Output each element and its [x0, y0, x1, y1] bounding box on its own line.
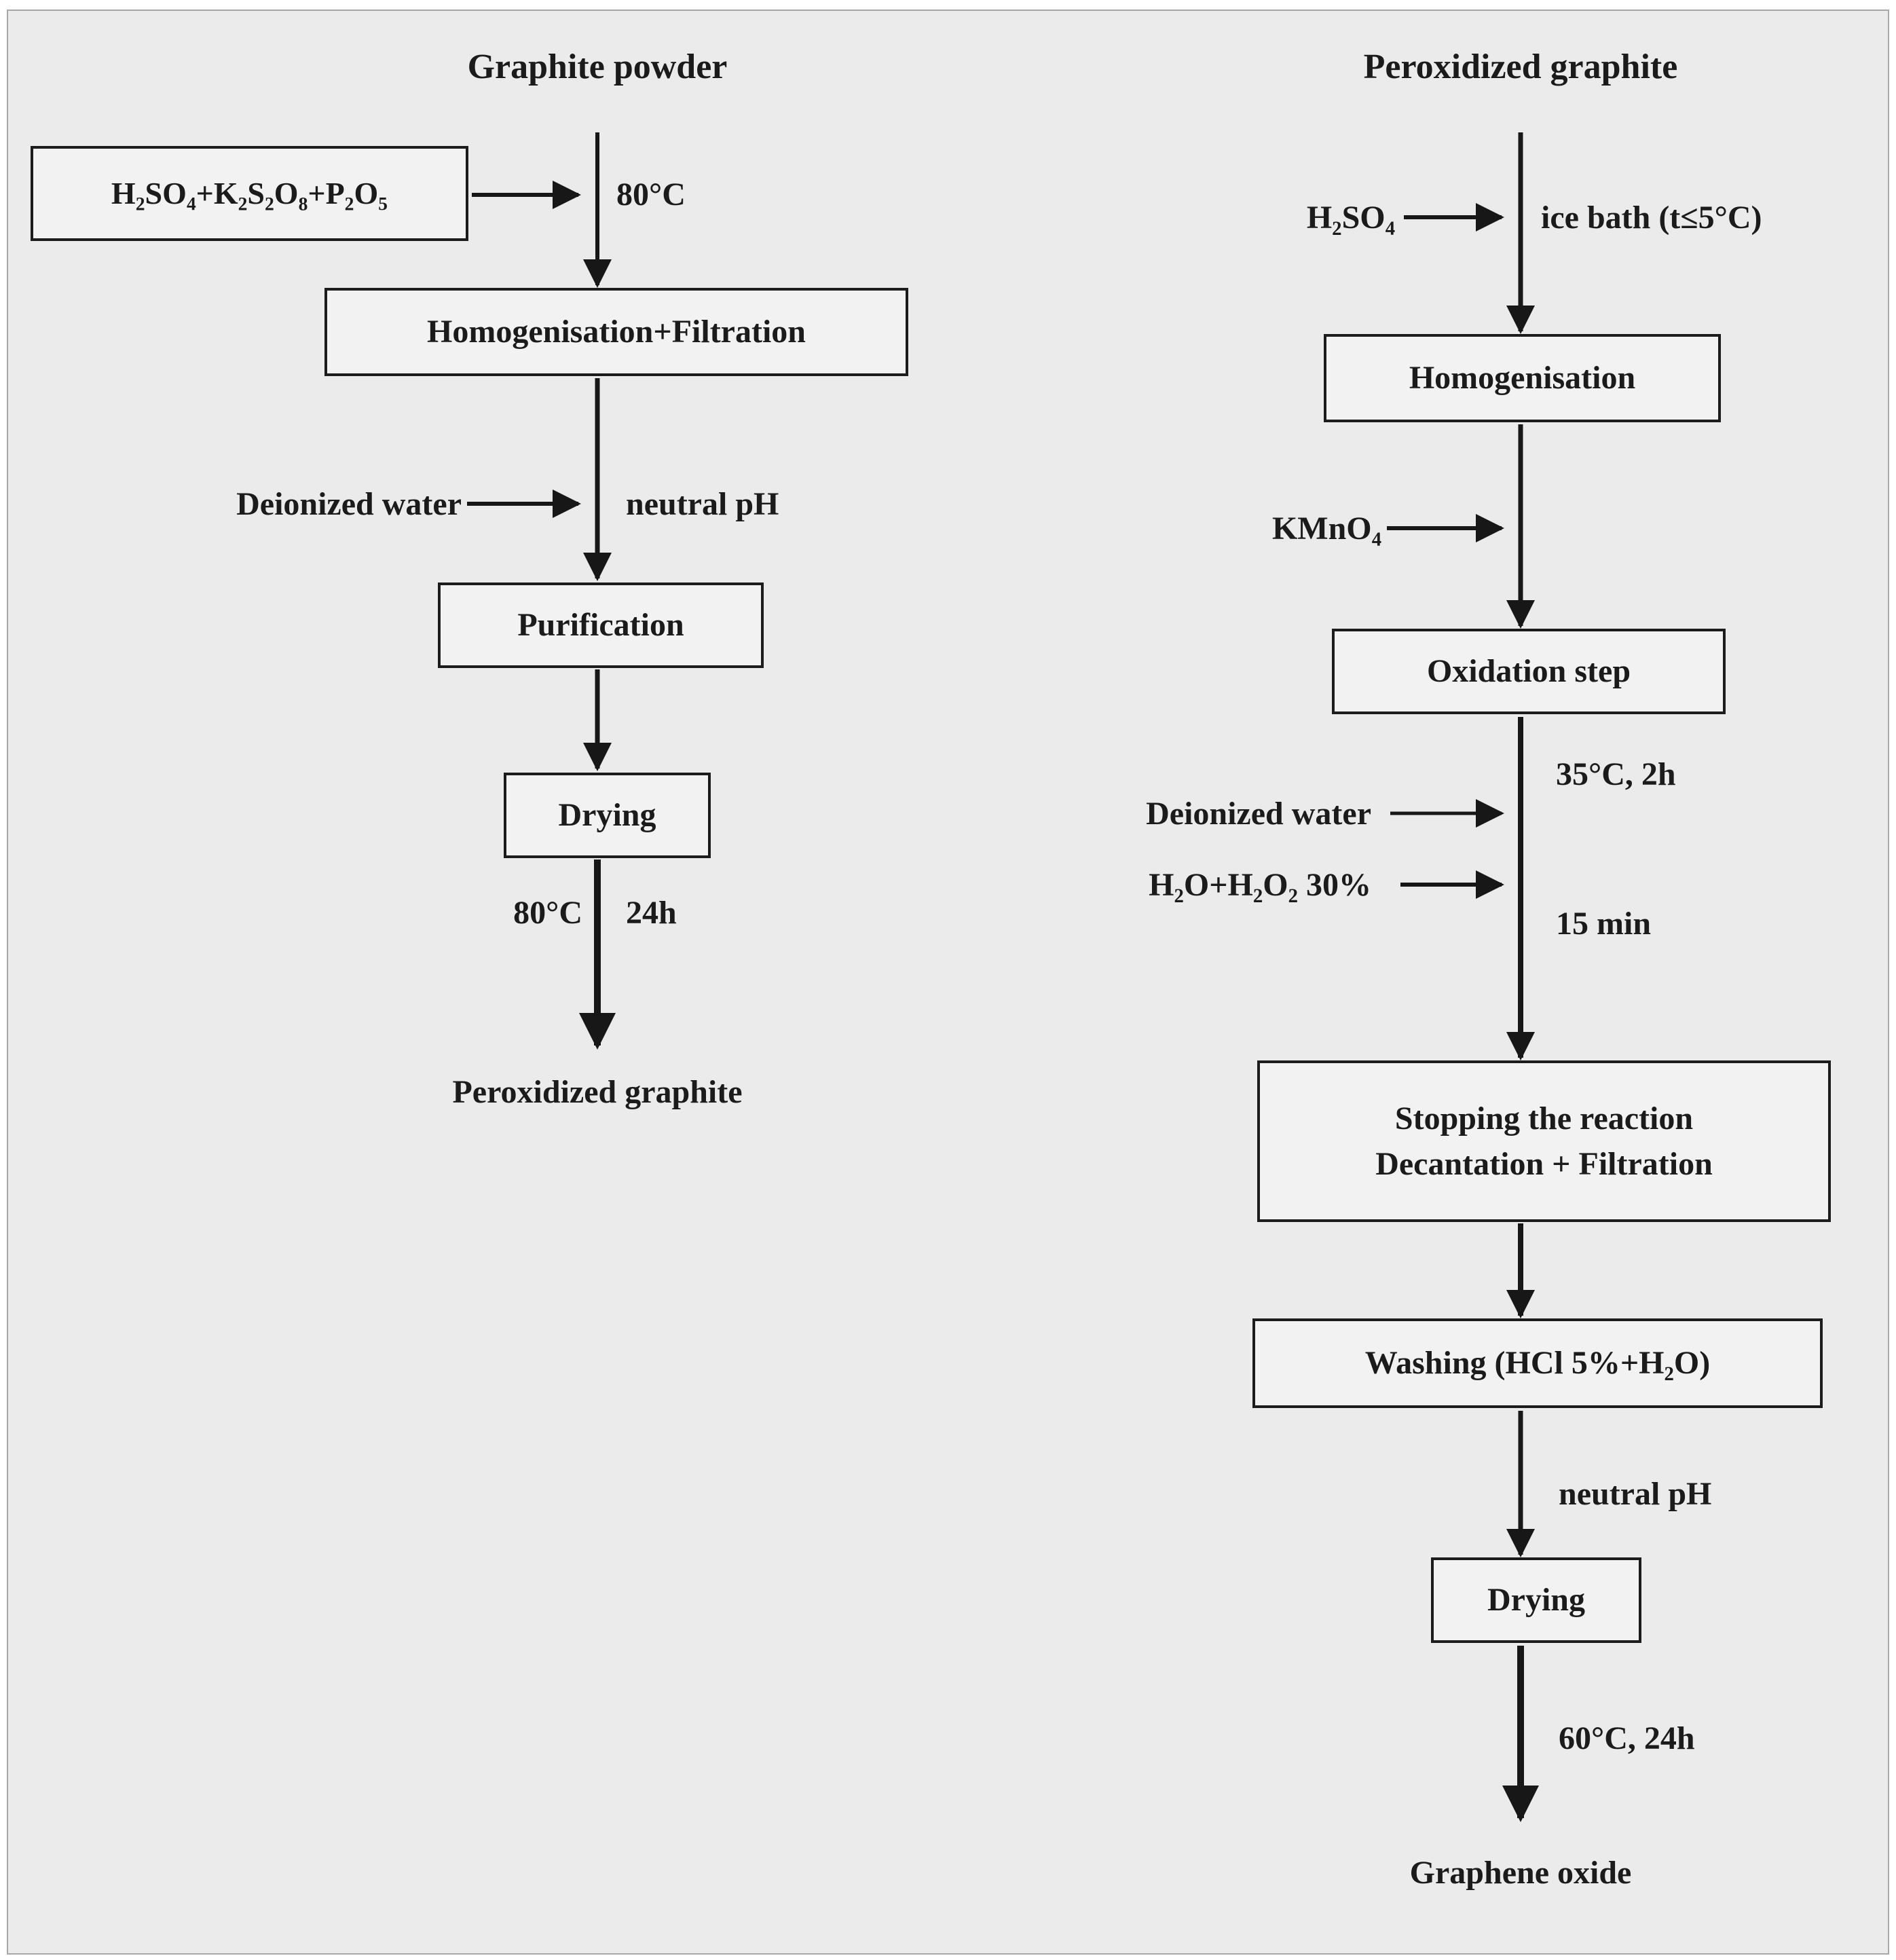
drying-time-label-left: 24h	[626, 895, 677, 931]
process-box-homogenisation-right	[1324, 334, 1721, 422]
temperature-label-80c: 80°C	[616, 177, 686, 212]
fifteen-min-label: 15 min	[1556, 906, 1652, 942]
drying-condition-label-right: 60°C, 24h	[1559, 1720, 1695, 1756]
right-output-graphene-oxide: Graphene oxide	[1409, 1855, 1632, 1891]
reagent-box-label: H₂SO₄+K₂S₂O₈+P₂O₅	[111, 175, 388, 210]
drying-right-label: Drying	[1487, 1582, 1585, 1619]
purification-label: Purification	[517, 607, 684, 644]
process-box-drying-right	[1431, 1557, 1641, 1643]
process-box-oxidation-step	[1332, 629, 1726, 714]
reagent-box-h2so4-k2s2o8-p2o5	[31, 146, 468, 241]
neutral-ph-label-left: neutral pH	[626, 486, 779, 522]
process-box-drying-left	[504, 773, 711, 858]
h2so4-label: H₂SO₄	[1306, 200, 1395, 236]
oxidation-step-label: Oxidation step	[1426, 653, 1631, 690]
drying-temp-label-left: 80°C	[513, 895, 582, 931]
kmno4-label: KMnO₄	[1271, 511, 1381, 547]
process-box-washing	[1252, 1318, 1823, 1408]
process-box-purification	[438, 583, 764, 668]
drying-left-label: Drying	[558, 797, 656, 834]
stopping-reaction-line1: Stopping the reaction	[1394, 1100, 1694, 1136]
process-box-stopping-reaction	[1257, 1060, 1831, 1222]
left-column-title: Graphite powder	[467, 48, 728, 86]
deionized-water-label-right: Deionized water	[1146, 796, 1371, 832]
right-column-title: Peroxidized graphite	[1363, 48, 1678, 86]
washing-label: Washing (HCl 5%+H₂O)	[1364, 1345, 1711, 1382]
neutral-ph-label-right: neutral pH	[1559, 1476, 1712, 1512]
homogenisation-right-label: Homogenisation	[1409, 360, 1636, 396]
left-output-peroxidized-graphite: Peroxidized graphite	[452, 1074, 743, 1110]
figure-background-panel	[7, 10, 1889, 1955]
ice-bath-label: ice bath (t≤5°C)	[1541, 200, 1762, 236]
deionized-water-label-left: Deionized water	[236, 486, 462, 522]
peroxide-label: H₂O+H₂O₂ 30%	[1149, 867, 1371, 903]
stopping-reaction-line2: Decantation + Filtration	[1375, 1146, 1713, 1182]
oxidation-condition-label: 35°C, 2h	[1556, 756, 1676, 792]
homogenisation-filtration-label: Homogenisation+Filtration	[427, 314, 806, 350]
process-box-homogenisation-filtration	[324, 288, 908, 376]
